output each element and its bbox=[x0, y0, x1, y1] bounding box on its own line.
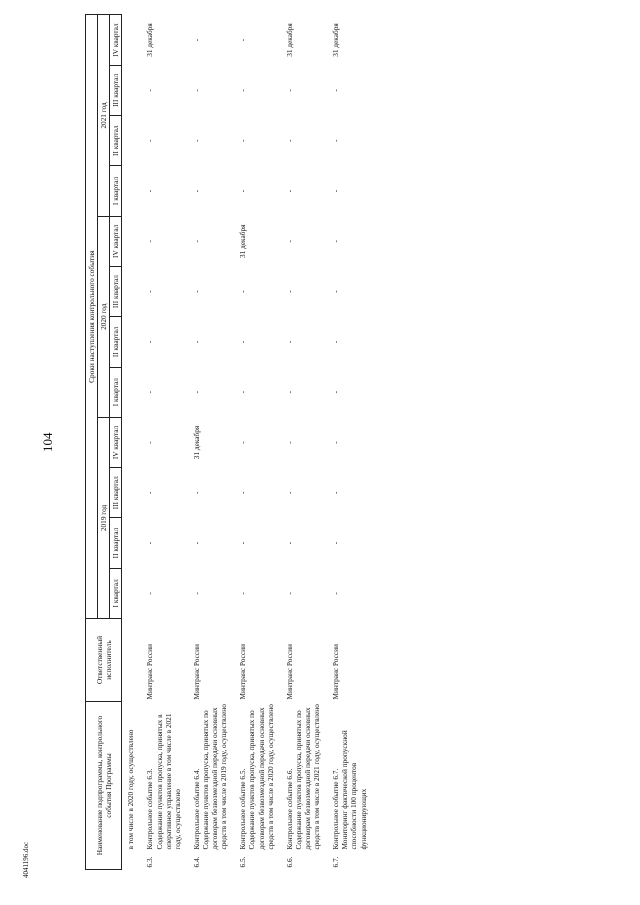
footer-filename: 4041196.doc bbox=[22, 841, 30, 878]
quarter-cell bbox=[122, 518, 142, 568]
quarter-cell: - bbox=[145, 89, 155, 92]
header-quarter: III квартал bbox=[110, 266, 122, 316]
executor bbox=[122, 619, 142, 702]
quarter-cell: - bbox=[191, 290, 201, 293]
quarter-cell: - bbox=[145, 441, 155, 444]
table-row bbox=[122, 15, 142, 870]
header-quarter: I квартал bbox=[110, 166, 122, 216]
quarter-cell: - bbox=[191, 189, 201, 193]
quarter-cell: - bbox=[331, 189, 341, 193]
table-row bbox=[188, 15, 234, 870]
executor: Минтранс России bbox=[145, 644, 155, 700]
quarter-cell: - bbox=[145, 290, 155, 293]
quarter-cell: - bbox=[331, 340, 341, 344]
quarter-cell: - bbox=[145, 541, 155, 545]
page-number: 104 bbox=[40, 432, 55, 452]
event-name: Контрольное событие 6.3. Содержание пунктов пропуска, принятых в оперативное управление в том числе в 2021 году, осуществлено bbox=[145, 713, 182, 850]
row-number bbox=[122, 852, 142, 870]
quarter-cell bbox=[122, 417, 142, 467]
quarter-cell: - bbox=[145, 340, 155, 344]
event-name: в том числе в 2020 году, осуществлено bbox=[126, 729, 136, 850]
quarter-cell: - bbox=[331, 139, 341, 142]
quarter-cell: - bbox=[145, 189, 155, 193]
quarter-cell: - bbox=[191, 390, 201, 394]
quarter-cell: - bbox=[238, 189, 248, 193]
row-number: 6.6. bbox=[284, 856, 294, 868]
header-quarter: II квартал bbox=[110, 317, 122, 367]
quarter-cell: - bbox=[145, 390, 155, 394]
header-quarter: II квартал bbox=[110, 518, 122, 568]
quarter-cell: - bbox=[145, 592, 155, 595]
row-number: 6.5. bbox=[238, 856, 248, 868]
header-quarter: III квартал bbox=[110, 468, 122, 518]
header-quarter: I квартал bbox=[110, 367, 122, 417]
quarter-cell: - bbox=[238, 491, 248, 494]
quarter-cell: - bbox=[238, 340, 248, 344]
rotated-page-content bbox=[85, 15, 545, 870]
table-row bbox=[327, 15, 373, 870]
table-row bbox=[141, 15, 187, 870]
quarter-cell: - bbox=[331, 390, 341, 394]
quarter-cell: - bbox=[238, 139, 248, 142]
quarter-cell: - bbox=[191, 592, 201, 595]
quarter-cell: - bbox=[191, 38, 201, 42]
row-number: 6.7. bbox=[331, 856, 341, 868]
table-row bbox=[234, 15, 280, 870]
quarter-cell: - bbox=[191, 541, 201, 545]
event-name: Контрольное событие 6.7. Мониторинг фактической пропускной способности 100 процентов функционирующих bbox=[331, 730, 368, 850]
quarter-cell: - bbox=[238, 592, 248, 595]
quarter-cell bbox=[122, 216, 142, 266]
quarter-cell: - bbox=[284, 441, 294, 444]
header-year: 2021 год bbox=[98, 15, 110, 216]
quarter-cell bbox=[122, 317, 142, 367]
quarter-cell: 31 декабря bbox=[331, 23, 341, 57]
header-quarter: IV квартал bbox=[110, 15, 122, 65]
quarter-cell: - bbox=[238, 541, 248, 545]
quarter-cell: - bbox=[284, 189, 294, 193]
executor: Минтранс России bbox=[191, 644, 201, 700]
event-name: Контрольное событие 6.6. Содержание пунктов пропуска, принятых по договорам безвозмездной передачи основных средств в том числе в 2021 году, осуществлено bbox=[284, 704, 322, 850]
quarter-cell: - bbox=[191, 240, 201, 243]
quarter-cell: - bbox=[331, 441, 341, 444]
quarter-cell: - bbox=[238, 441, 248, 444]
quarter-cell: - bbox=[284, 139, 294, 142]
event-name: Контрольное событие 6.5. Содержание пунктов пропуска, принятых по договорам безвозмездной передачи основных средств в том числе в 2020 году, осуществлено bbox=[238, 704, 275, 850]
quarter-cell: - bbox=[191, 340, 201, 344]
header-executor: Ответственный исполнитель bbox=[86, 619, 122, 702]
header-year: 2020 год bbox=[98, 216, 110, 417]
quarter-cell bbox=[122, 266, 142, 316]
executor: Минтранс России bbox=[331, 644, 341, 700]
quarter-cell: - bbox=[331, 240, 341, 243]
quarter-cell: 31 декабря bbox=[238, 224, 248, 259]
quarter-cell: - bbox=[331, 290, 341, 293]
quarter-cell bbox=[122, 15, 142, 65]
header-quarter: III квартал bbox=[110, 65, 122, 115]
quarter-cell: - bbox=[145, 240, 155, 243]
quarter-cell: - bbox=[191, 491, 201, 494]
quarter-cell: - bbox=[145, 491, 155, 494]
quarter-cell bbox=[122, 116, 142, 166]
quarter-cell: - bbox=[238, 38, 248, 42]
quarter-cell: - bbox=[284, 340, 294, 344]
quarter-cell: - bbox=[284, 89, 294, 92]
quarter-cell: - bbox=[284, 592, 294, 595]
quarter-cell bbox=[122, 65, 142, 115]
control-events-table bbox=[85, 14, 374, 870]
quarter-cell: - bbox=[238, 290, 248, 293]
header-dates: Сроки наступления контрольного события bbox=[86, 15, 98, 619]
header-name: Наименование подпрограммы, контрольного события Программы bbox=[86, 702, 122, 870]
quarter-cell: - bbox=[331, 89, 341, 92]
quarter-cell: - bbox=[284, 240, 294, 243]
quarter-cell: 31 декабря bbox=[191, 425, 201, 460]
quarter-cell bbox=[122, 367, 142, 417]
quarter-cell: - bbox=[238, 390, 248, 394]
quarter-cell: - bbox=[331, 592, 341, 595]
row-number: 6.4. bbox=[191, 856, 201, 868]
quarter-cell: - bbox=[238, 89, 248, 92]
quarter-cell: - bbox=[284, 390, 294, 394]
quarter-cell: - bbox=[331, 491, 341, 494]
quarter-cell: - bbox=[145, 139, 155, 142]
quarter-cell: - bbox=[284, 290, 294, 293]
quarter-cell: - bbox=[284, 541, 294, 545]
row-number: 6.3. bbox=[145, 856, 155, 868]
quarter-cell: - bbox=[331, 541, 341, 545]
header-quarter: IV квартал bbox=[110, 417, 122, 467]
event-name: Контрольное событие 6.4. Содержание пунктов пропуска, принятых по договорам безвозмездной передачи основных средств в том числе в 2019 году, осуществлено bbox=[191, 704, 229, 850]
quarter-cell: - bbox=[191, 139, 201, 142]
executor: Минтранс России bbox=[238, 644, 248, 700]
quarter-cell bbox=[122, 568, 142, 618]
quarter-cell bbox=[122, 166, 142, 216]
header-quarter: IV квартал bbox=[110, 216, 122, 266]
executor: Минтранс России bbox=[284, 644, 294, 700]
quarter-cell: 31 декабря bbox=[145, 23, 155, 57]
header-year: 2019 год bbox=[98, 417, 110, 618]
quarter-cell: - bbox=[191, 89, 201, 92]
quarter-cell bbox=[122, 468, 142, 518]
table-row bbox=[281, 15, 327, 870]
quarter-cell: - bbox=[284, 491, 294, 494]
quarter-cell: 31 декабря bbox=[284, 23, 294, 57]
header-quarter: I квартал bbox=[110, 568, 122, 618]
header-quarter: II квартал bbox=[110, 116, 122, 166]
